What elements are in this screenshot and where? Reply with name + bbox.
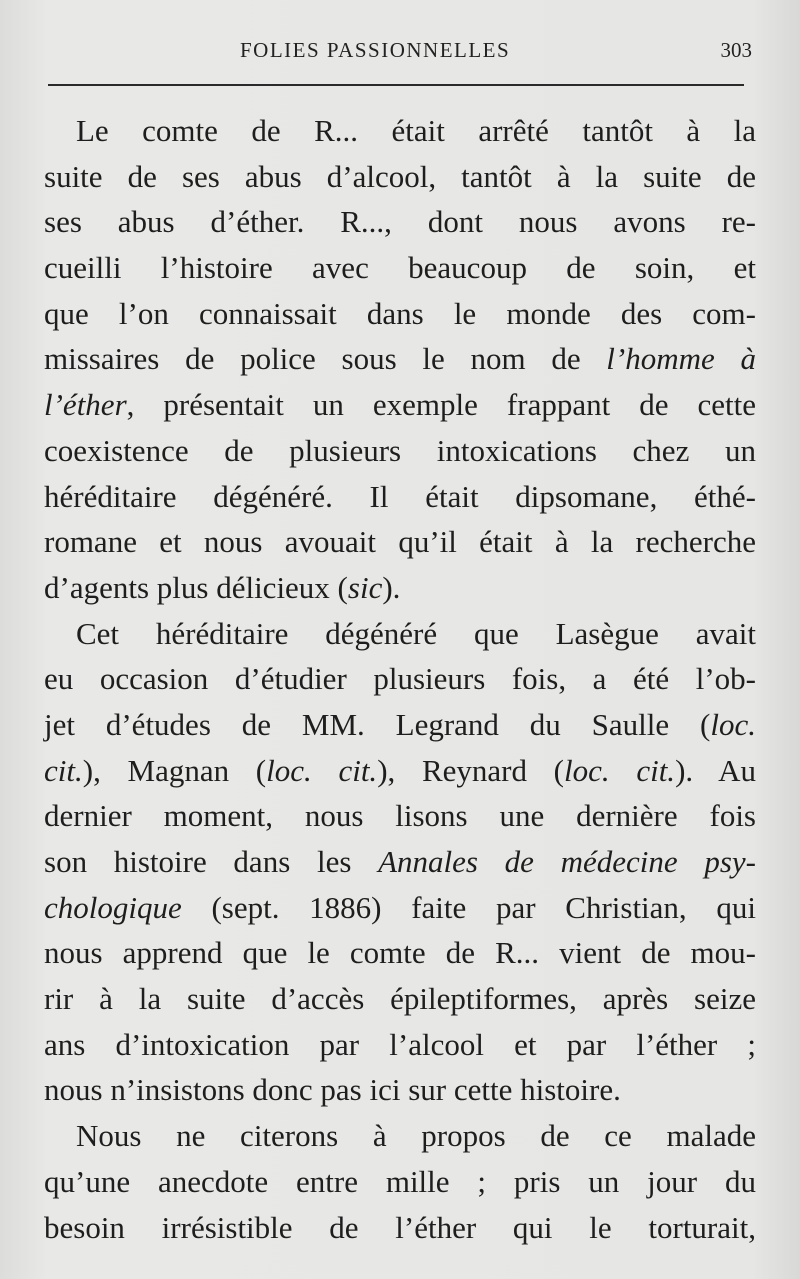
text-line: besoin irrésistible de l’éther qui le torturait, xyxy=(44,1209,756,1245)
text-line: l’éther, présentait un exemple frappant de cette xyxy=(44,387,756,423)
text-line: cueilli l’histoire avec beaucoup de soin, et xyxy=(44,250,756,286)
text-line: coexistence de plusieurs intoxications chez un xyxy=(44,432,756,468)
text-line: ans d’intoxication par l’alcool et par l’éther ; xyxy=(44,1026,756,1062)
text-line: jet d’études de MM. Legrand du Saulle (loc. xyxy=(44,706,756,742)
text-line: ses abus d’éther. R..., dont nous avons re- xyxy=(44,204,756,240)
text-line: romane et nous avouait qu’il était à la recherche xyxy=(44,524,756,560)
text-line: que l’on connaissait dans le monde des com- xyxy=(44,295,756,331)
text-line: Cet héréditaire dégénéré que Lasègue avait xyxy=(76,615,756,651)
text-line: dernier moment, nous lisons une dernière fois xyxy=(44,798,756,834)
text-line: Le comte de R... était arrêté tantôt à la xyxy=(76,113,756,148)
text-line: qu’une anecdote entre mille ; pris un jour du xyxy=(44,1163,756,1199)
running-title: FOLIES PASSIONNELLES xyxy=(240,38,511,62)
text-line: nous apprend que le comte de R... vient de mou- xyxy=(44,935,756,971)
text-line: son histoire dans les Annales de médecine psy- xyxy=(44,844,756,879)
text-line: Nous ne citerons à propos de ce malade xyxy=(76,1118,756,1154)
text-line: chologique (sept. 1886) faite par Christian, qui xyxy=(44,889,756,925)
text-line: cit.), Magnan (loc. cit.), Reynard (loc. cit.). Au xyxy=(44,752,757,788)
text-line: rir à la suite d’accès épileptiformes, après seize xyxy=(44,981,756,1017)
text-line: suite de ses abus d’alcool, tantôt à la suite de xyxy=(44,158,756,194)
text-line: nous n’insistons donc pas ici sur cette histoire. xyxy=(44,1072,621,1108)
page-number: 303 xyxy=(720,38,752,62)
body-text xyxy=(44,108,756,1250)
text-line: eu occasion d’étudier plusieurs fois, a été l’ob- xyxy=(44,661,756,697)
text-line: d’agents plus délicieux (sic). xyxy=(44,569,401,605)
header-rule xyxy=(48,84,744,86)
text-line: missaires de police sous le nom de l’homme à xyxy=(44,341,756,377)
text-line: héréditaire dégénéré. Il était dipsomane, éthé- xyxy=(44,478,756,514)
